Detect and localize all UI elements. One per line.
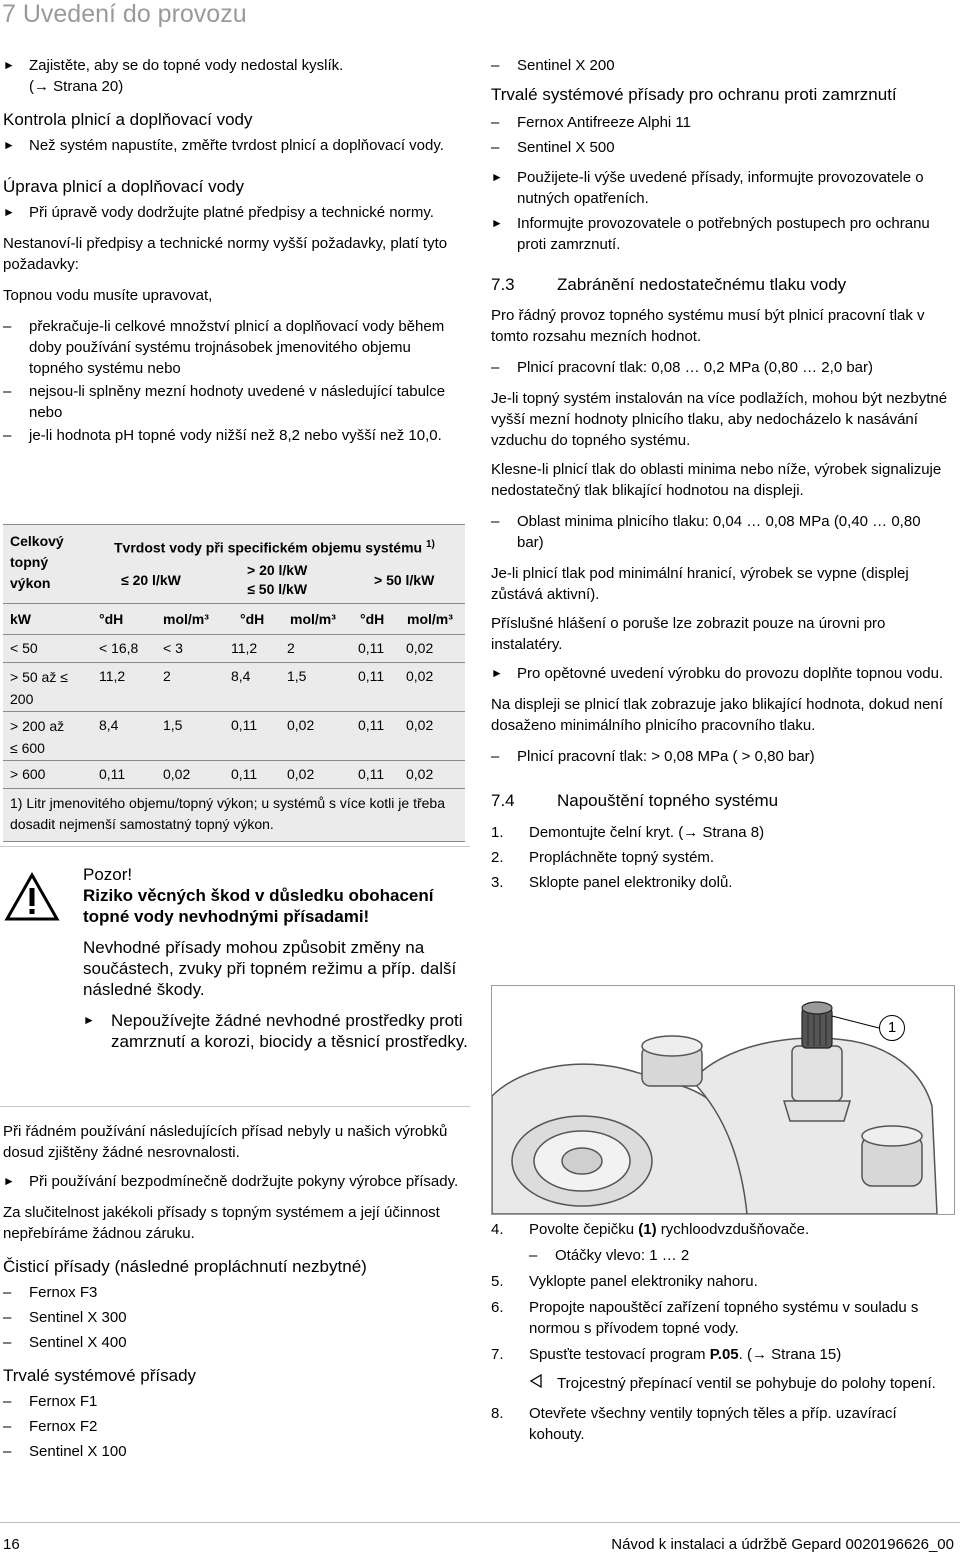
list-item: – Sentinel X 200: [491, 55, 951, 76]
list-item: – Sentinel X 100: [3, 1441, 468, 1462]
unit-cell: mol/m³: [163, 611, 209, 627]
value-cell: 2: [163, 668, 171, 684]
value-cell: < 16,8: [99, 640, 139, 656]
unit-cell: °dH: [240, 611, 265, 627]
step-item: [491, 872, 951, 893]
unit-cell: °dH: [360, 611, 385, 627]
value-cell: 0,02: [406, 717, 434, 733]
step-text: Propojte napouštěcí zařízení topného systému v souladu s normou s přívodem topné vody.: [529, 1299, 919, 1337]
header-sub-gt20: > 20 l/kW: [247, 562, 308, 578]
step-number: 5.: [491, 1273, 504, 1290]
list-item: – Fernox F2: [3, 1416, 468, 1437]
bullet-oxygen: [3, 55, 468, 97]
value-cell: 0,11: [358, 766, 385, 782]
warning-triangle-icon: [4, 872, 60, 922]
header-sub-le50: ≤ 50 l/kW: [247, 581, 308, 597]
header-hardness-group: [114, 535, 464, 558]
dash-item-volume: – překračuje-li celkové množství plnicí a doplňovací vody během doby používání systému trojnásobek jmenovitého objemu topného systému nebo: [3, 316, 468, 379]
list-item: – Fernox F1: [3, 1391, 468, 1412]
para-low-pressure: Klesne-li plnicí tlak do oblasti minima nebo níže, výrobek signalizuje nedostatečný tlak blikající hodnotou na displeji.: [491, 461, 942, 499]
result-triangle-icon: [529, 1373, 543, 1394]
step-number: 1.: [491, 824, 504, 841]
step-number: 7.: [491, 1346, 504, 1363]
unit-cell: mol/m³: [407, 611, 453, 627]
power-cell-line: 200: [10, 691, 34, 707]
page-number: 16: [3, 1536, 20, 1553]
power-cell-line: ≤ 600: [10, 740, 45, 756]
warning-text: Nevhodné přísady mohou způsobit změny na součástech, zvuky při topném režimu a příp. další následné škody.: [83, 938, 457, 999]
step-item: [491, 1344, 951, 1365]
bullet-text: Zajistěte, aby se do topné vody nedostal kyslík.: [29, 57, 344, 74]
table-footnote: 1) Litr jmenovitého objemu/topný výkon; u systémů s více kotli je třeba dosadit nejmenší samostatný topný výkon.: [10, 795, 445, 832]
value-cell: 0,11: [99, 766, 126, 782]
value-cell: 11,2: [99, 668, 126, 684]
heading-check-water: Kontrola plnicí a doplňovací vody: [3, 110, 253, 129]
para-must-treat: Topnou vodu musíte upravovat,: [3, 287, 213, 304]
power-cell: [10, 666, 68, 710]
right-column: [491, 55, 951, 893]
value-cell: 0,11: [231, 766, 258, 782]
chapter-title: 7 Uvedení do provozu: [2, 0, 247, 28]
power-cell-line: > 50 až ≤: [10, 669, 68, 685]
separator-line: [0, 846, 470, 847]
table-row: [3, 712, 465, 761]
list-item: – Sentinel X 500: [491, 137, 951, 158]
value-cell: 0,02: [406, 766, 434, 782]
value-cell: 0,11: [358, 640, 385, 656]
step-number: 2.: [491, 849, 504, 866]
value-cell: 0,02: [287, 766, 315, 782]
list-item: – Fernox Antifreeze Alphi 11: [491, 112, 951, 133]
power-cell: [10, 715, 64, 759]
result-text: Trojcestný přepínací ventil se pohybuje do polohy topení.: [557, 1375, 936, 1392]
header-total-power: Celkový topný výkon: [10, 533, 64, 591]
left-column: [3, 55, 468, 446]
step-text: Otevřete všechny ventily topných těles a příp. uzavírací kohouty.: [529, 1405, 897, 1443]
step-number: 4.: [491, 1221, 504, 1238]
step-result: [529, 1373, 951, 1394]
para-no-issues: Při řádném používání následujících přísad nebyly u našich výrobků dosud zjištěny žádné nesrovnalosti.: [3, 1123, 448, 1161]
list-item: – Sentinel X 400: [3, 1332, 468, 1353]
step-text: Propláchněte topný systém.: [529, 849, 715, 866]
callout-ref: (1): [638, 1221, 657, 1238]
value-cell: 0,02: [406, 640, 434, 656]
header-hardness-label: Tvrdost vody při specifickém objemu systému: [114, 539, 423, 556]
value-cell: 8,4: [231, 668, 251, 684]
dash-item-limits: – nejsou-li splněny mezní hodnoty uvedené v následující tabulce nebo: [3, 381, 468, 423]
value-cell: 1,5: [163, 717, 183, 733]
section-title: Zabránění nedostatečnému tlaku vody: [557, 275, 847, 294]
chapter-header: [0, 0, 960, 32]
bullet-inform-frost: ► Informujte provozovatele o potřebných postupech pro ochranu proti zamrznutí.: [491, 213, 951, 255]
step-item: [491, 1271, 951, 1292]
step-item: [491, 847, 951, 868]
value-cell: 11,2: [231, 640, 258, 656]
dash-minimum-range: – Oblast minima plnicího tlaku: 0,04 … 0,08 MPa (0,40 … 0,80 bar): [491, 511, 951, 553]
step-item: [491, 822, 951, 843]
warning-block: [0, 862, 470, 1100]
table-units-row: [3, 604, 465, 635]
para-pressure-range: Pro řádný provoz topného systému musí být plnicí pracovní tlak v tomto rozsahu mezních hodnot.: [491, 307, 925, 345]
section-title: Napouštění topného systému: [557, 791, 779, 810]
para-no-warranty: Za slučitelnost jakékoli přísady s topným systémem a její účinnost nepřebíráme žádnou záruku.: [3, 1204, 440, 1242]
bullet-regulations: ► Při úpravě vody dodržujte platné předpisy a technické normy.: [3, 202, 468, 223]
footnote-marker: 1): [426, 539, 435, 550]
step-item: [491, 1297, 951, 1339]
section-7-3-heading: [491, 274, 951, 296]
step-number: 3.: [491, 874, 504, 891]
value-cell: 0,02: [287, 717, 315, 733]
header-sub-gt50: > 50 l/kW: [374, 572, 435, 588]
table-row: [3, 761, 465, 789]
dash-pressure-range: – Plnicí pracovní tlak: 0,08 … 0,2 MPa (0,80 … 2,0 bar): [491, 357, 951, 378]
list-item: – Sentinel X 300: [3, 1307, 468, 1328]
value-cell: 0,11: [231, 717, 258, 733]
document-title: Návod k instalaci a údržbě Gepard 0020196626_00: [611, 1536, 954, 1553]
step-item: [491, 1403, 951, 1445]
dash-working-pressure: – Plnicí pracovní tlak: > 0,08 MPa ( > 0,80 bar): [491, 746, 951, 767]
value-cell: 8,4: [99, 717, 119, 733]
value-cell: < 3: [163, 640, 183, 656]
footer-separator: [0, 1522, 960, 1523]
para-shutdown: Je-li plnicí tlak pod minimální hranicí, výrobek se vypne (displej zůstává aktivní).: [491, 565, 909, 603]
table-footnote-row: [3, 789, 465, 842]
section-number: 7.4: [491, 791, 515, 810]
unit-cell: kW: [10, 611, 31, 627]
step-text: Vyklopte panel elektroniky nahoru.: [529, 1273, 758, 1290]
step-text: . (→ Strana 15): [738, 1346, 842, 1363]
section-7-4-heading: [491, 790, 951, 812]
bullet-follow-instructions: ► Při používání bezpodmínečně dodržujte pokyny výrobce přísady.: [3, 1171, 468, 1192]
step-text: Sklopte panel elektroniky dolů.: [529, 874, 733, 891]
header-sub-20-50: [247, 561, 307, 599]
step-number: 8.: [491, 1405, 504, 1422]
heading-treat-water: Úprava plnicí a doplňovací vody: [3, 177, 244, 196]
heading-antifreeze-additives: Trvalé systémové přísady pro ochranu proti zamrznutí: [491, 85, 897, 104]
value-cell: 0,11: [358, 668, 385, 684]
warning-subtitle: Riziko věcných škod v důsledku obohacení topné vody nevhodnými přísadami!: [83, 886, 434, 926]
bullet-refill-water: ► Pro opětovné uvedení výrobku do provozu doplňte topnou vodu.: [491, 663, 951, 684]
para-requirements: Nestanoví-li předpisy a technické normy vyšší požadavky, platí tyto požadavky:: [3, 235, 448, 273]
step-subitem: – Otáčky vlevo: 1 … 2: [529, 1245, 951, 1266]
warning-body: [83, 862, 468, 1052]
unit-cell: mol/m³: [290, 611, 336, 627]
dash-item-ph: – je-li hodnota pH topné vody nižší než 8,2 nebo vyšší než 10,0.: [3, 425, 468, 446]
table-row: [3, 635, 465, 663]
step-text: Spusťte testovací program: [529, 1346, 710, 1363]
left-lower-column: [3, 1121, 468, 1462]
page-reference-link[interactable]: (→ Strana 20): [29, 78, 124, 95]
list-item: – Fernox F3: [3, 1282, 468, 1303]
bullet-inform-operator: ► Použijete-li výše uvedené přísady, informujte provozovatele o nutných opatřeních.: [491, 167, 951, 209]
step-text: rychloodvzdušňovače.: [656, 1221, 810, 1238]
value-cell: 2: [287, 640, 295, 656]
step-text: Povolte čepičku: [529, 1221, 639, 1238]
warning-bullet: ► Nepoužívejte žádné nevhodné prostředky proti zamrznutí a korozi, biocidy a těsnicí prostředky.: [83, 1010, 468, 1052]
separator-line: [0, 1106, 470, 1107]
program-code: P.05: [709, 1346, 739, 1363]
right-lower-column: [491, 1219, 951, 1445]
power-cell: > 600: [10, 766, 46, 782]
value-cell: 0,02: [163, 766, 191, 782]
bullet-measure-hardness: ► Než systém napustíte, změřte tvrdost plnicí a doplňovací vody.: [3, 135, 468, 156]
step-item: [491, 1219, 951, 1240]
warning-title: Pozor!: [83, 865, 133, 884]
table-row: [3, 663, 465, 712]
para-blinking-value: Na displeji se plnicí tlak zobrazuje jako blikající hodnota, dokud není dosaženo minimálního plnicího pracovního tlaku.: [491, 696, 943, 734]
step-text: Demontujte čelní kryt. (→ Strana 8): [529, 824, 765, 841]
callout-1: 1: [879, 1015, 905, 1041]
heading-permanent-additives: Trvalé systémové přísady: [3, 1366, 197, 1385]
water-hardness-table: [3, 524, 465, 842]
header-sub-le20: ≤ 20 l/kW: [121, 572, 181, 588]
table-header-row: [3, 525, 465, 604]
step-number: 6.: [491, 1299, 504, 1316]
power-cell-line: > 200 až: [10, 718, 65, 734]
para-multiple-floors: Je-li topný systém instalován na více podlažích, mohou být nezbytné vyšší mezní hodnoty plnicího tlaku, aby nedocházelo k nasávání vzduchu do topného systému.: [491, 390, 948, 449]
unit-cell: °dH: [99, 611, 124, 627]
heading-cleaning-additives: Čisticí přísady (následné propláchnutí nezbytné): [3, 1257, 367, 1276]
para-fault-message: Příslušné hlášení o poruše lze zobrazit pouze na úrovni pro instalatéry.: [491, 615, 886, 653]
section-number: 7.3: [491, 275, 515, 294]
value-cell: 0,02: [406, 668, 434, 684]
value-cell: 1,5: [287, 668, 307, 684]
value-cell: 0,11: [358, 717, 385, 733]
air-vent-figure: [491, 985, 955, 1215]
power-cell: < 50: [10, 640, 38, 656]
